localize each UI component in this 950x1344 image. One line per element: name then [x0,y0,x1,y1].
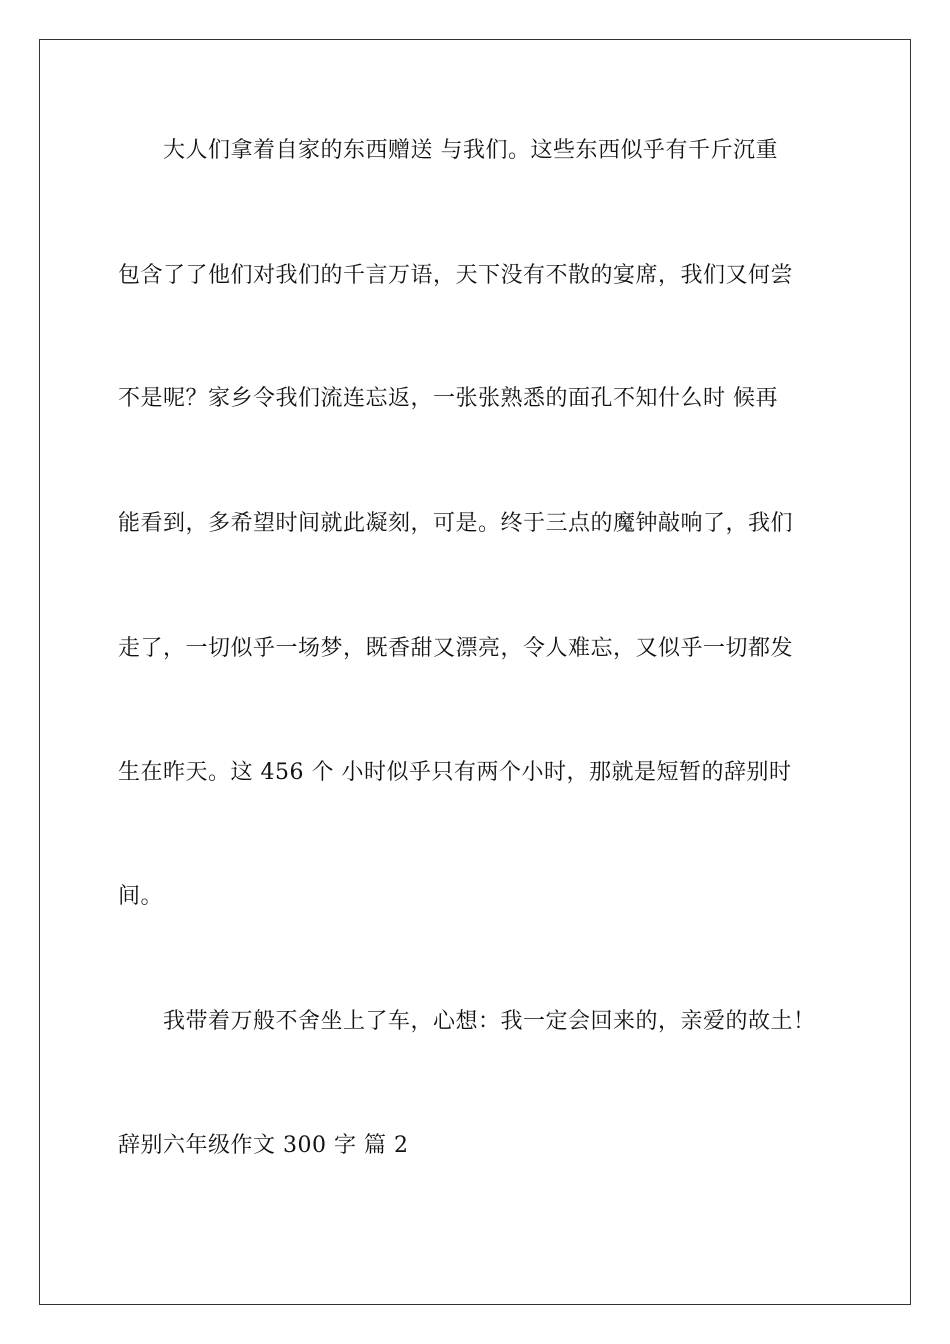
paragraph-1-line-2: 包含了了他们对我们的千言万语，天下没有不散的宴席，我们又何尝 [118,263,794,288]
section-heading: 辞别六年级作文 300 字 篇 2 [118,1133,409,1158]
paragraph-1-line-4: 能看到，多希望时间就此凝刻，可是。终于三点的魔钟敲响了，我们 [118,511,794,536]
paragraph-1-line-5: 走了，一切似乎一场梦，既香甜又漂亮，令人难忘，又似乎一切都发 [118,636,794,661]
paragraph-1-line-7: 间。 [118,884,164,909]
paragraph-1-line-1: 大人们拿着自家的东西赠送 与我们。这些东西似乎有千斤沉重 [163,138,778,163]
page-border [39,39,911,1305]
paragraph-2-line-1: 我带着万般不舍坐上了车，心想：我一定会回来的，亲爱的故土！ [163,1009,816,1034]
paragraph-1-line-3: 不是呢？家乡令我们流连忘返，一张张熟悉的面孔不知什么时 候再 [118,386,778,411]
paragraph-1-line-6: 生在昨天。这 456 个 小时似乎只有两个小时，那就是短暂的辞别时 [118,760,792,785]
